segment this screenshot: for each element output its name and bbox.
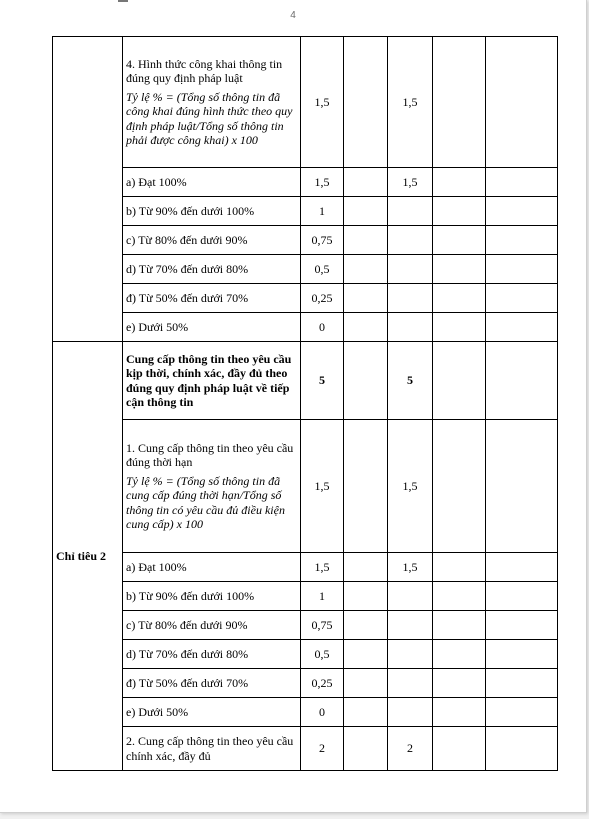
assessed-score: 1,5 — [388, 37, 433, 168]
empty-cell — [486, 284, 558, 313]
empty-cell — [344, 553, 388, 582]
empty-cell — [344, 313, 388, 342]
empty-cell — [486, 37, 558, 168]
table-row — [53, 553, 558, 582]
level-score: 1 — [301, 582, 344, 611]
empty-cell — [433, 197, 486, 226]
empty-cell — [486, 255, 558, 284]
empty-cell — [433, 582, 486, 611]
empty-cell — [486, 168, 558, 197]
level-label: e) Dưới 50% — [123, 313, 301, 342]
item-description — [123, 420, 301, 553]
level-label: đ) Từ 50% đến dưới 70% — [123, 669, 301, 698]
level-score-assessed — [388, 313, 433, 342]
level-label: b) Từ 90% đến dưới 100% — [123, 197, 301, 226]
table-row — [53, 698, 558, 727]
level-score-assessed — [388, 255, 433, 284]
level-score: 1,5 — [301, 553, 344, 582]
max-score: 2 — [301, 727, 344, 771]
empty-cell — [433, 284, 486, 313]
empty-cell — [344, 420, 388, 553]
page-number: 4 — [290, 10, 296, 21]
table-row — [53, 37, 558, 168]
empty-cell — [486, 727, 558, 771]
level-score: 0 — [301, 313, 344, 342]
criterion-title: Cung cấp thông tin theo yêu cầu kịp thời, chính xác, đầy đủ theo đúng quy định pháp luật về tiếp cận thông tin — [123, 342, 301, 420]
level-score-assessed — [388, 582, 433, 611]
table-row — [53, 255, 558, 284]
level-label: c) Từ 80% đến dưới 90% — [123, 611, 301, 640]
empty-cell — [433, 226, 486, 255]
level-score-assessed — [388, 284, 433, 313]
empty-cell — [344, 640, 388, 669]
level-score: 0,5 — [301, 640, 344, 669]
empty-cell — [433, 669, 486, 698]
table-row — [53, 197, 558, 226]
level-score-assessed: 1,5 — [388, 553, 433, 582]
level-score-assessed — [388, 669, 433, 698]
empty-cell — [486, 698, 558, 727]
empty-cell — [486, 313, 558, 342]
criterion-cell-empty — [53, 37, 123, 342]
table-row — [53, 420, 558, 553]
empty-cell — [433, 313, 486, 342]
empty-cell — [486, 669, 558, 698]
table-row — [53, 313, 558, 342]
level-label: a) Đạt 100% — [123, 553, 301, 582]
item-description — [123, 37, 301, 168]
criterion-assessed-score: 5 — [388, 342, 433, 420]
empty-cell — [486, 342, 558, 420]
level-score: 1,5 — [301, 168, 344, 197]
empty-cell — [486, 611, 558, 640]
item-title: 4. Hình thức công khai thông tin đúng quy định pháp luật — [126, 56, 283, 85]
criterion-label: Chỉ tiêu 2 — [53, 342, 123, 771]
level-label: c) Từ 80% đến dưới 90% — [123, 226, 301, 255]
max-score: 1,5 — [301, 37, 344, 168]
table-row — [53, 342, 558, 420]
empty-cell — [344, 698, 388, 727]
empty-cell — [344, 284, 388, 313]
empty-cell — [344, 255, 388, 284]
empty-cell — [433, 553, 486, 582]
empty-cell — [433, 698, 486, 727]
level-score-assessed — [388, 698, 433, 727]
empty-cell — [344, 669, 388, 698]
level-score: 0,25 — [301, 669, 344, 698]
empty-cell — [433, 640, 486, 669]
item-title: 2. Cung cấp thông tin theo yêu cầu chính xác, đầy đủ — [123, 727, 301, 771]
level-score-assessed — [388, 226, 433, 255]
level-label: e) Dưới 50% — [123, 698, 301, 727]
level-score: 1 — [301, 197, 344, 226]
empty-cell — [433, 255, 486, 284]
empty-cell — [433, 727, 486, 771]
table-row — [53, 582, 558, 611]
level-label: d) Từ 70% đến dưới 80% — [123, 640, 301, 669]
level-label: a) Đạt 100% — [123, 168, 301, 197]
empty-cell — [433, 168, 486, 197]
level-score-assessed — [388, 611, 433, 640]
criterion-max-score: 5 — [301, 342, 344, 420]
item-formula: Tỷ lệ % = (Tổng số thông tin đã công khai đúng hình thức theo quy định pháp luật/Tổng số thông tin phải được công khai) x 100 — [126, 89, 293, 147]
level-score: 0,5 — [301, 255, 344, 284]
table-row — [53, 611, 558, 640]
level-label: d) Từ 70% đến dưới 80% — [123, 255, 301, 284]
empty-cell — [344, 727, 388, 771]
level-score: 0,25 — [301, 284, 344, 313]
level-score-assessed — [388, 640, 433, 669]
empty-cell — [344, 582, 388, 611]
criteria-table — [52, 36, 558, 771]
table-row — [53, 168, 558, 197]
table-row — [53, 284, 558, 313]
empty-cell — [344, 37, 388, 168]
level-score: 0,75 — [301, 611, 344, 640]
level-score: 0,75 — [301, 226, 344, 255]
table-row — [53, 640, 558, 669]
empty-cell — [344, 226, 388, 255]
assessed-score: 2 — [388, 727, 433, 771]
empty-cell — [433, 342, 486, 420]
empty-cell — [344, 197, 388, 226]
empty-cell — [433, 37, 486, 168]
table-row — [53, 669, 558, 698]
empty-cell — [486, 420, 558, 553]
max-score: 1,5 — [301, 420, 344, 553]
item-title: 1. Cung cấp thông tin theo yêu cầu đúng thời hạn — [126, 440, 294, 469]
table-row — [53, 727, 558, 771]
level-label: b) Từ 90% đến dưới 100% — [123, 582, 301, 611]
level-score-assessed — [388, 197, 433, 226]
empty-cell — [433, 420, 486, 553]
empty-cell — [486, 226, 558, 255]
page-edge-mark — [118, 0, 128, 2]
empty-cell — [486, 640, 558, 669]
level-label: đ) Từ 50% đến dưới 70% — [123, 284, 301, 313]
empty-cell — [486, 197, 558, 226]
empty-cell — [344, 611, 388, 640]
empty-cell — [433, 611, 486, 640]
empty-cell — [344, 168, 388, 197]
table-row — [53, 226, 558, 255]
level-score-assessed: 1,5 — [388, 168, 433, 197]
empty-cell — [344, 342, 388, 420]
item-formula: Tỷ lệ % = (Tổng số thông tin đã cung cấp đúng thời hạn/Tổng số thông tin có yêu cầu đủ điều kiện cung cấp) x 100 — [126, 473, 285, 531]
assessed-score: 1,5 — [388, 420, 433, 553]
level-score: 0 — [301, 698, 344, 727]
empty-cell — [486, 553, 558, 582]
empty-cell — [486, 582, 558, 611]
